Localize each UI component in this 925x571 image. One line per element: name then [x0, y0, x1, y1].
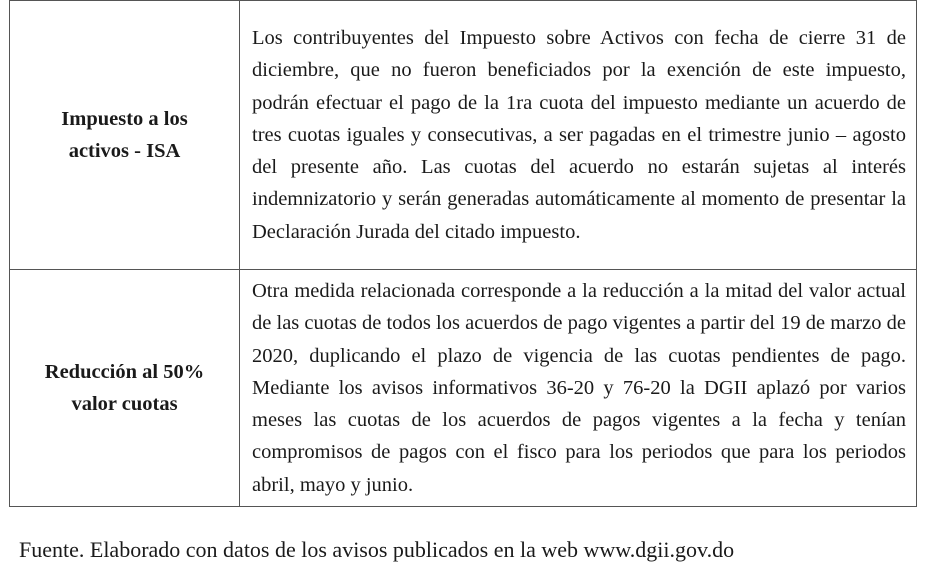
- row-label-cell: [10, 1, 240, 270]
- row-label-cell: [10, 270, 240, 507]
- source-note: Fuente. Elaborado con datos de los avisos publicados en la web www.dgii.gov.do: [19, 537, 735, 562]
- row-label: Impuesto a los activos - ISA: [61, 108, 188, 162]
- table-row: [10, 270, 917, 507]
- row-label: Reducción al 50% valor cuotas: [44, 361, 205, 415]
- table-row: [10, 1, 917, 270]
- row-description: Otra medida relacionada corresponde a la reducción a la mitad del valor actual de las cuotas de todos los acuerdos de pago vigentes a partir del 19 de marzo de 2020, duplicando el plazo de vigencia de las cuotas pendientes de pago. Mediante los avisos informativos 36-20 y 76-20 la DGII aplazó por varios meses las cuotas de los acuerdos de pagos vigentes a la fecha y tenían compromisos de pagos con el fisco para los periodos que para los periodos abril, mayo y junio.: [240, 270, 917, 507]
- measures-table: [9, 0, 917, 507]
- row-description: Los contribuyentes del Impuesto sobre Activos con fecha de cierre 31 de diciembre, que no fueron beneficiados por la exención de este impuesto, podrán efectuar el pago de la 1ra cuota del impuesto mediante un acuerdo de tres cuotas iguales y consecutivas, a ser pagadas en el trimestre junio – agosto del presente año. Las cuotas del acuerdo no estarán sujetas al interés indemnizatorio y serán generadas automáticamente al momento de presentar la Declaración Jurada del citado impuesto.: [240, 1, 917, 270]
